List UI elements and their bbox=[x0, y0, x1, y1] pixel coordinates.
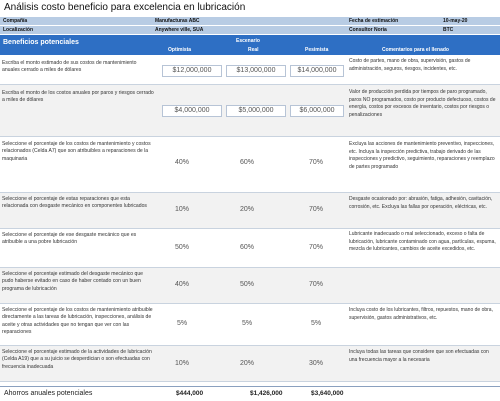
value-pesimista[interactable]: 70% bbox=[308, 159, 323, 166]
value-real[interactable]: 20% bbox=[239, 206, 254, 213]
column-optimista: Optimista bbox=[168, 47, 192, 53]
scenario-label: Escenario bbox=[236, 38, 260, 44]
value-optimista: $12,000,000 bbox=[172, 67, 212, 74]
location-header-row bbox=[0, 26, 500, 34]
value-optimista[interactable]: 40% bbox=[174, 281, 189, 288]
value-optimista[interactable]: 5% bbox=[176, 320, 188, 327]
company-label: Compañía bbox=[3, 18, 28, 24]
value-real: $5,000,000 bbox=[238, 107, 274, 114]
table-row bbox=[0, 85, 500, 137]
consultant-label: Consultor Noria bbox=[349, 27, 387, 33]
total-optimista: $444,000 bbox=[176, 390, 204, 397]
table-row bbox=[0, 193, 500, 229]
value-optimista[interactable]: 10% bbox=[174, 206, 189, 213]
row-comment: Excluya las acciones de mantenimiento preventivo, inspecciones, etc. Incluya la inspección predictiva, trabajo derivado de las inspecciones y predictivo, seguimiento, reparaciones y reemplazo de partes programado bbox=[349, 141, 495, 170]
row-description: Seleccione el porcentaje estimado del desgaste mecánico que pudo haberse evitado en caso de haber contado con un buen programa de lubricación bbox=[2, 271, 144, 292]
value-real[interactable]: 20% bbox=[239, 360, 254, 367]
row-comment: Incluya todas las tareas que considere que son efectuadas con una frecuencia mayor a la necesaria bbox=[349, 349, 489, 363]
row-description: Seleccione el porcentaje de ese desgaste mecánico que es atribuible a una pobre lubricación bbox=[2, 232, 137, 246]
value-optimista: $4,000,000 bbox=[174, 107, 210, 114]
row-description: Seleccione el porcentaje de los costos de mantenimiento atribuible directamente a las tareas de lubricación, inspecciones, análisis de aceite y otras actividades que no tengan que ver con las reparaciones bbox=[2, 307, 153, 336]
location-value[interactable]: Anywhere ville, SUA bbox=[155, 27, 204, 33]
row-description: Seleccione el porcentaje de estas reparaciones que esta relacionada con desgaste mecánico en componentes lubricados bbox=[2, 196, 147, 210]
table-row bbox=[0, 346, 500, 382]
totals-label: Ahorros anuales potenciales bbox=[4, 390, 93, 397]
value-pesimista[interactable]: 5% bbox=[310, 320, 322, 327]
value-optimista[interactable]: 40% bbox=[174, 159, 189, 166]
benefits-header-band bbox=[0, 35, 500, 55]
value-pesimista[interactable]: 70% bbox=[308, 244, 323, 251]
table-row bbox=[0, 268, 500, 304]
value-pesimista[interactable]: 70% bbox=[308, 206, 323, 213]
row-description: Seleccione el porcentaje de los costos de mantenimiento y costos relacionados (Celda A7) que son atribuibles a reparaciones de la maquinaria bbox=[2, 141, 151, 162]
section-title: Beneficios potenciales bbox=[3, 39, 79, 46]
table-row bbox=[0, 229, 500, 268]
row-description: Seleccione el porcentaje estimado de la actividades de lubricación (Celda A19) que a su juicio se desperdician o son efectuadas con frecuencia inadecuada bbox=[2, 349, 152, 370]
date-label: Fecha de estimación bbox=[349, 18, 399, 24]
row-comment: Valor de producción perdida por tiempos de paro programado, paros NO programados, costo por producto defectuoso, costos de energía, costos por excesos de inventario, costos por riesgos o penalizaciones bbox=[349, 89, 496, 118]
value-real[interactable]: 60% bbox=[239, 244, 254, 251]
value-optimista[interactable]: 50% bbox=[174, 244, 189, 251]
totals-row bbox=[0, 386, 500, 401]
column-pesimista: Pesimista bbox=[305, 47, 329, 53]
value-real[interactable]: 50% bbox=[239, 281, 254, 288]
table-row bbox=[0, 304, 500, 346]
value-pesimista[interactable]: 70% bbox=[308, 281, 323, 288]
row-comment: Incluya costo de los lubricantes, filtros, repuestos, mano de obra, supervisión, gastos administrativos, etc. bbox=[349, 307, 493, 321]
row-comment: Desgaste ocasionado por: abrasión, fatiga, adhesión, cavitación, corrosión, etc. Excluya las fallas por operación, eléctricas, etc. bbox=[349, 196, 493, 210]
row-comment: Lubricante inadecuado o mal seleccionado, exceso o falta de lubricación, lubricante contaminado con agua, partículas, espuma, mezcla de lubricantes, cambios de aceite excedidos, etc. bbox=[349, 231, 496, 252]
table-row bbox=[0, 55, 500, 85]
table-row bbox=[0, 137, 500, 193]
value-optimista[interactable]: 10% bbox=[174, 360, 189, 367]
row-comment: Costo de partes, mano de obra, supervisión, gastos de administración, seguros, riesgos, incidentes, etc. bbox=[349, 58, 471, 72]
consultant-value[interactable]: BTC bbox=[443, 27, 454, 33]
value-pesimista[interactable]: 30% bbox=[308, 360, 323, 367]
value-real[interactable]: 5% bbox=[241, 320, 253, 327]
company-value[interactable]: Manufacturas ABC bbox=[155, 18, 200, 24]
value-pesimista: $6,000,000 bbox=[299, 107, 335, 114]
sheet-title: Análisis costo beneficio para excelencia en lubricación bbox=[4, 2, 246, 13]
total-real: $1,426,000 bbox=[250, 390, 283, 397]
value-real[interactable]: 60% bbox=[239, 159, 254, 166]
row-description: Escriba el monto de los costos anuales por paros y riesgos cerrado a miles de dólares bbox=[2, 90, 154, 104]
location-label: Localización bbox=[3, 27, 34, 33]
total-pesimista: $3,640,000 bbox=[311, 390, 344, 397]
company-header-row bbox=[0, 17, 500, 25]
value-real: $13,000,000 bbox=[236, 67, 276, 74]
column-real: Real bbox=[248, 47, 259, 53]
value-pesimista: $14,000,000 bbox=[297, 67, 337, 74]
row-description: Escriba el monto estimado de sus costos de mantenimiento anuales cerrado a miles de dólares bbox=[2, 60, 137, 74]
date-value[interactable]: 10-may-20 bbox=[443, 18, 468, 24]
column-comments: Comentarios para el llenado bbox=[382, 47, 449, 53]
